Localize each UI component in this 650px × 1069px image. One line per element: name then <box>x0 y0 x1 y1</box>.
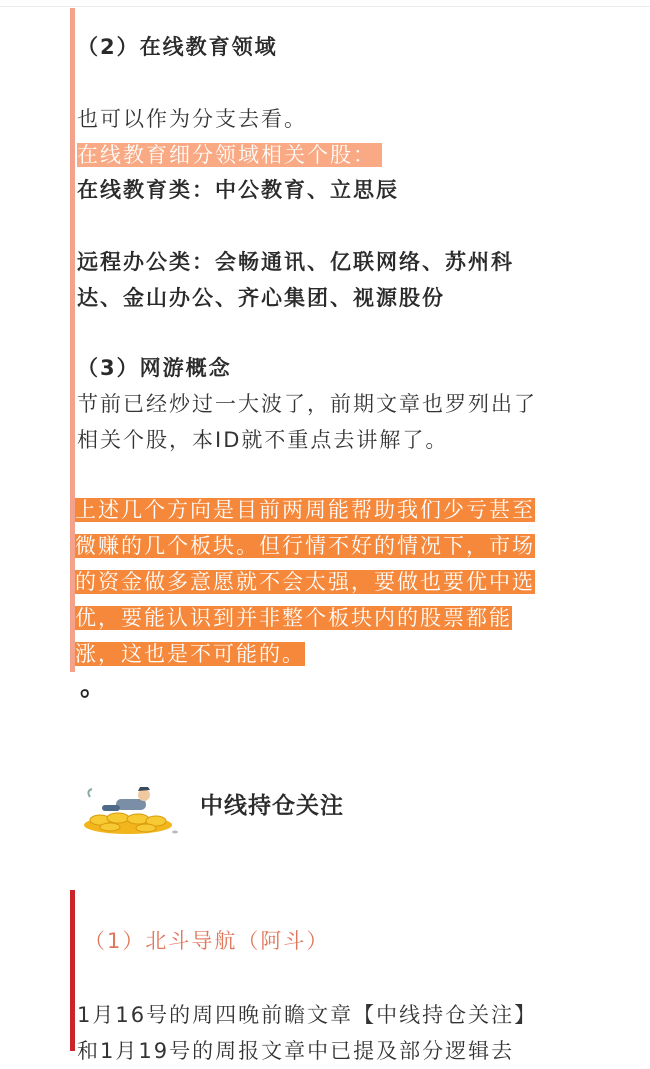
summary-line: 的资金做多意愿就不会太强，要做也要优中选 <box>75 570 535 594</box>
summary-line: 上述几个方向是目前两周能帮助我们少亏甚至 <box>75 498 535 522</box>
remote-office-stocks-line1: 远程办公类：会畅通讯、亿联网络、苏州科 <box>77 250 514 274</box>
quote-bar-red <box>70 890 75 1051</box>
para-heading-online-games: （3）网游概念 <box>77 356 232 380</box>
body-text-line2: 和1月19号的周报文章中已提及部分逻辑去 <box>77 1039 515 1063</box>
coin-pile-illustration-icon <box>80 775 180 839</box>
highlight-subsectors: 在线教育细分领域相关个股： <box>77 143 382 167</box>
game-text-line1: 节前已经炒过一大波了，前期文章也罗列出了 <box>77 392 537 416</box>
section-header <box>80 775 580 845</box>
body-text-line1: 1月16号的周四晚前瞻文章【中线持仓关注】 <box>77 1003 538 1027</box>
game-text-line2: 相关个股，本ID就不重点去讲解了。 <box>77 428 449 452</box>
summary-line: 涨，这也是不可能的。 <box>75 642 305 666</box>
online-edu-stocks: 在线教育类：中公教育、立思辰 <box>77 178 399 202</box>
section-title: 中线持仓关注 <box>200 793 344 819</box>
highlight-line <box>77 137 382 173</box>
summary-line: 优，要能认识到并非整个板块内的股票都能 <box>75 606 512 630</box>
para-heading-online-education: （2）在线教育领域 <box>77 35 278 59</box>
summary-line: 微赚的几个板块。但行情不好的情况下，市场 <box>75 534 535 558</box>
para-text-branch: 也可以作为分支去看。 <box>77 107 307 131</box>
remote-office-stocks-line2: 达、金山办公、齐心集团、视源股份 <box>77 286 445 310</box>
top-divider <box>0 0 650 7</box>
sub-heading-beidou: （1）北斗导航（阿斗） <box>84 929 330 953</box>
stray-period: 。 <box>80 672 107 702</box>
summary-highlight-block <box>75 492 578 672</box>
